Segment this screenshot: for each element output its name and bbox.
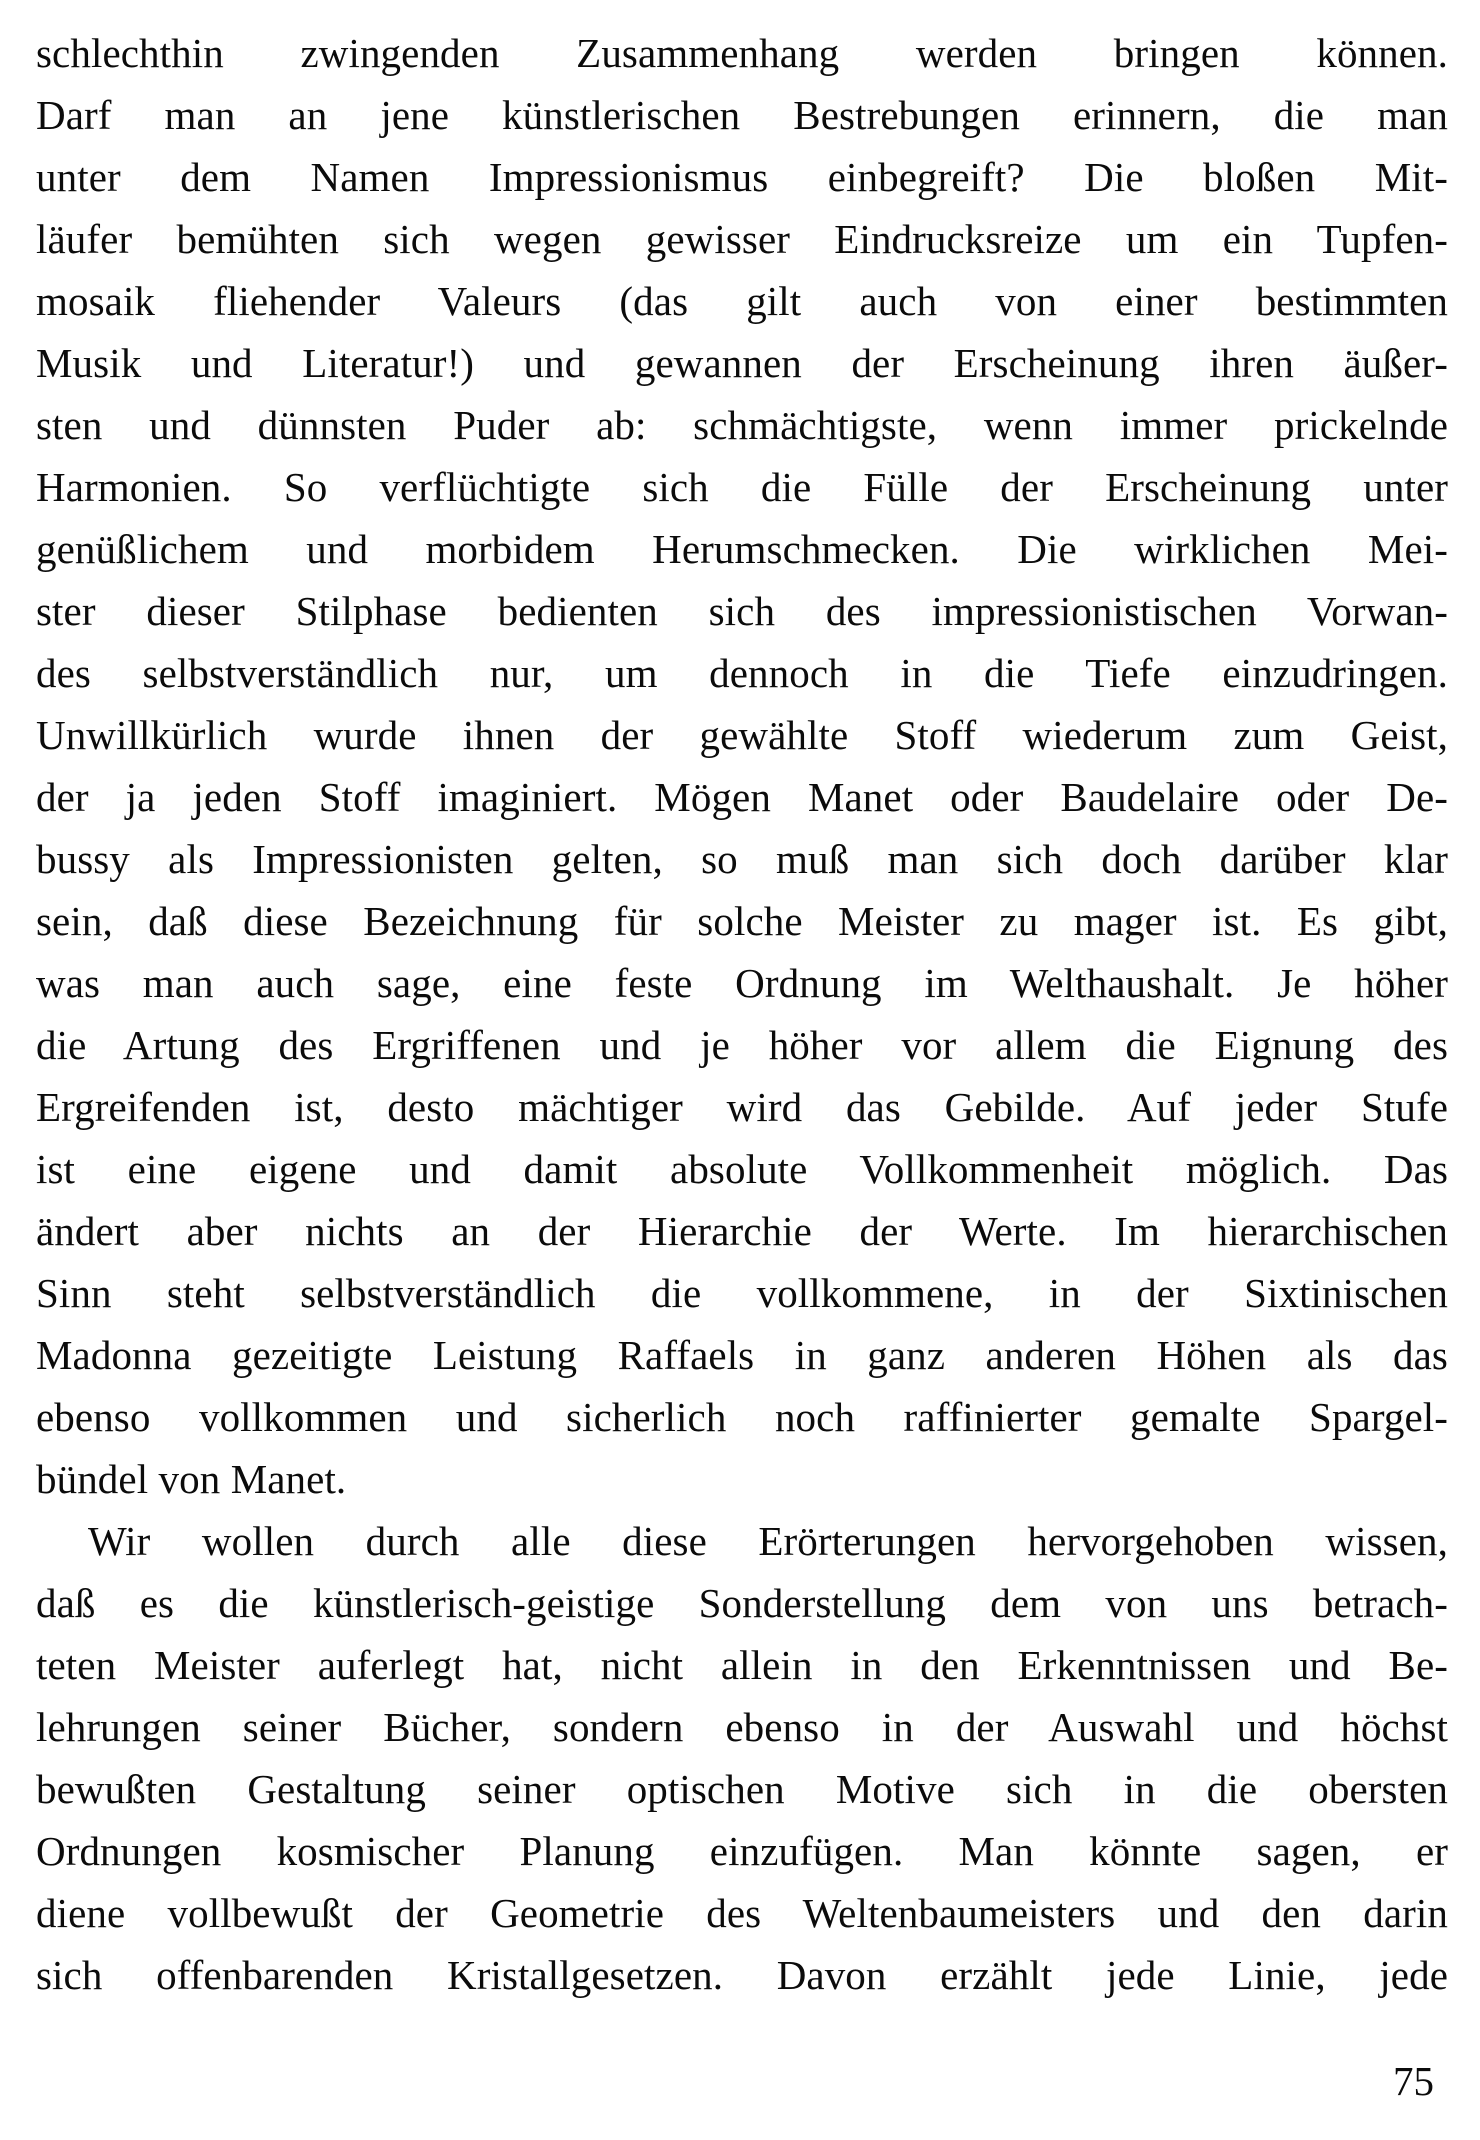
text-line: Unwillkürlich wurde ihnen der gewählte Stoff wiederum zum Geist, (36, 712, 1448, 758)
page-number: 75 (1393, 2058, 1434, 2104)
text-line: die Artung des Ergriffenen und je höher vor allem die Eignung des (36, 1022, 1448, 1068)
text-line: des selbstverständlich nur, um dennoch in die Tiefe einzudringen. (36, 650, 1448, 696)
text-line: sten und dünnsten Puder ab: schmächtigste, wenn immer prickelnde (36, 402, 1448, 448)
text-line: sich offenbarenden Kristallgesetzen. Davon erzählt jede Linie, jede (36, 1952, 1448, 1998)
text-line: sein, daß diese Bezeichnung für solche Meister zu mager ist. Es gibt, (36, 898, 1448, 944)
text-line: Ordnungen kosmischer Planung einzufügen. Man könnte sagen, er (36, 1828, 1448, 1874)
text-line: Harmonien. So verflüchtigte sich die Fülle der Erscheinung unter (36, 464, 1448, 510)
text-line: bewußten Gestaltung seiner optischen Motive sich in die obersten (36, 1766, 1448, 1812)
text-line: ebenso vollkommen und sicherlich noch raffinierter gemalte Spargel- (36, 1394, 1448, 1440)
text-line: bussy als Impressionisten gelten, so muß man sich doch darüber klar (36, 836, 1448, 882)
text-line: Musik und Literatur!) und gewannen der Erscheinung ihren äußer- (36, 340, 1448, 386)
text-line: mosaik fliehender Valeurs (das gilt auch von einer bestimmten (36, 278, 1448, 324)
text-line: schlechthin zwingenden Zusammenhang werden bringen können. (36, 30, 1448, 76)
body-text (36, 22, 1448, 2006)
text-line: Sinn steht selbstverständlich die vollkommene, in der Sixtinischen (36, 1270, 1448, 1316)
text-line: ändert aber nichts an der Hierarchie der Werte. Im hierarchischen (36, 1208, 1448, 1254)
text-line: Madonna gezeitigte Leistung Raffaels in ganz anderen Höhen als das (36, 1332, 1448, 1378)
text-line: ster dieser Stilphase bedienten sich des impressionistischen Vorwan- (36, 588, 1448, 634)
text-line: läufer bemühten sich wegen gewisser Eindrucksreize um ein Tupfen- (36, 216, 1448, 262)
text-line-paragraph-end: bündel von Manet. (36, 1456, 347, 1502)
text-line: was man auch sage, eine feste Ordnung im Welthaushalt. Je höher (36, 960, 1448, 1006)
text-line: daß es die künstlerisch-geistige Sonderstellung dem von uns betrach- (36, 1580, 1448, 1626)
text-line: der ja jeden Stoff imaginiert. Mögen Manet oder Baudelaire oder De- (36, 774, 1448, 820)
text-line: ist eine eigene und damit absolute Vollkommenheit möglich. Das (36, 1146, 1448, 1192)
text-line: lehrungen seiner Bücher, sondern ebenso in der Auswahl und höchst (36, 1704, 1448, 1750)
text-line: Darf man an jene künstlerischen Bestrebungen erinnern, die man (36, 92, 1448, 138)
text-line: teten Meister auferlegt hat, nicht allein in den Erkenntnissen und Be- (36, 1642, 1448, 1688)
text-line: Ergreifenden ist, desto mächtiger wird das Gebilde. Auf jeder Stufe (36, 1084, 1448, 1130)
text-line: diene vollbewußt der Geometrie des Weltenbaumeisters und den darin (36, 1890, 1448, 1936)
text-line-paragraph-start: Wir wollen durch alle diese Erörterungen hervorgehoben wissen, (88, 1518, 1448, 1564)
text-line: unter dem Namen Impressionismus einbegreift? Die bloßen Mit- (36, 154, 1448, 200)
text-line: genüßlichem und morbidem Herumschmecken. Die wirklichen Mei- (36, 526, 1448, 572)
